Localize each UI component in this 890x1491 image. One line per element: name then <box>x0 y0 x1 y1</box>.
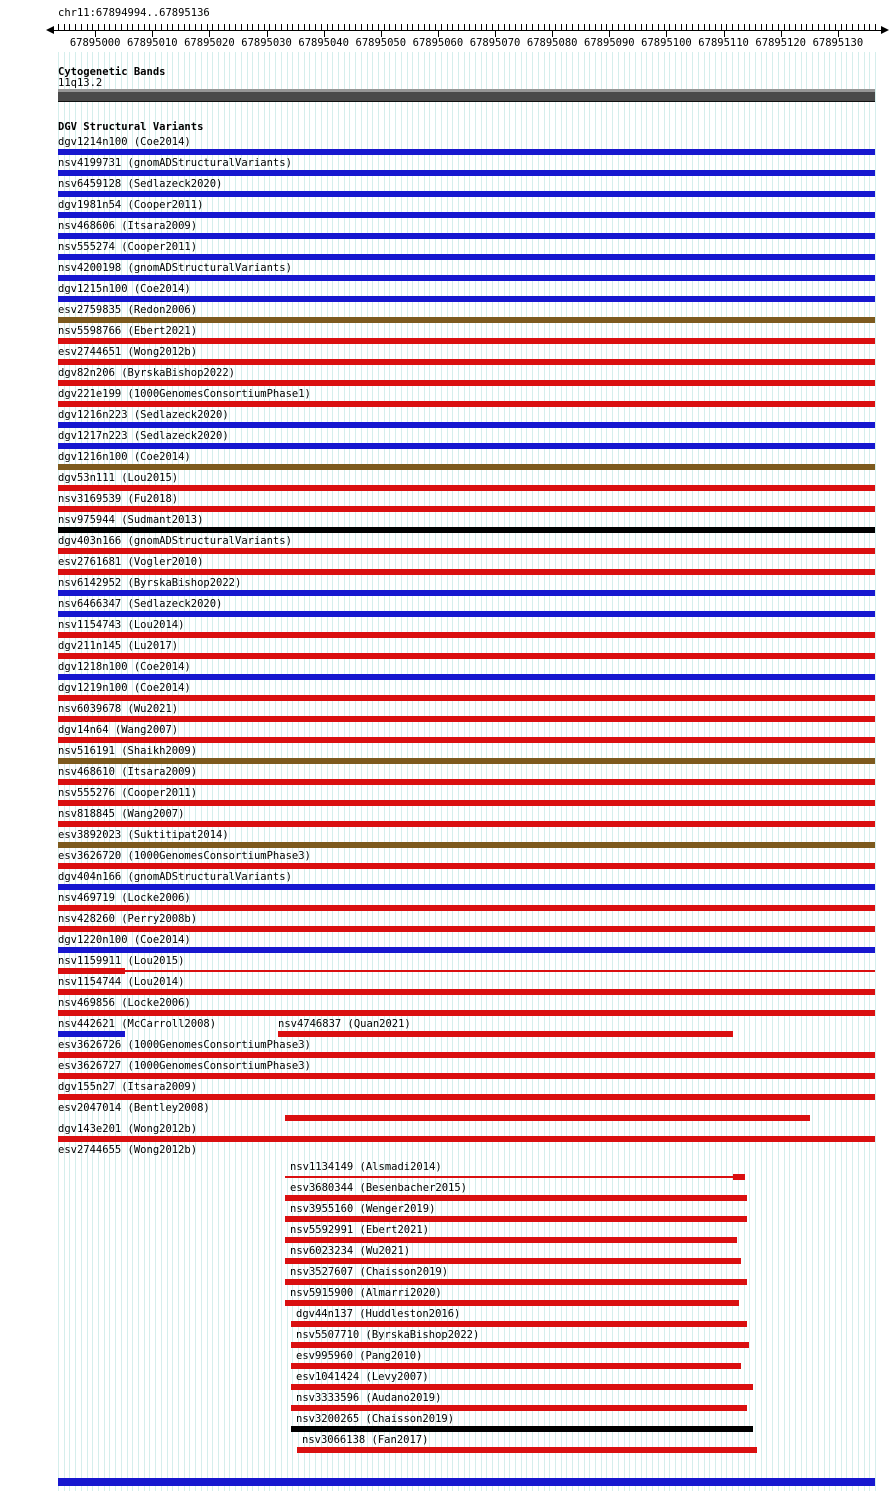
clipped-variant-bar[interactable] <box>58 1478 875 1486</box>
variant-label[interactable]: esv2759835 (Redon2006) <box>58 304 198 316</box>
variant-bar[interactable] <box>58 506 875 512</box>
ruler-tick-label: 67895070 <box>469 37 521 49</box>
variant-label[interactable]: dgv1216n100 (Coe2014) <box>58 451 191 463</box>
variant-label[interactable]: nsv1154744 (Lou2014) <box>58 976 185 988</box>
variant-bar[interactable] <box>291 1405 747 1411</box>
variant-label[interactable]: esv2744655 (Wong2012b) <box>58 1144 198 1156</box>
variant-bar[interactable] <box>58 695 875 701</box>
variant-label[interactable]: nsv3527607 (Chaisson2019) <box>290 1266 449 1278</box>
variant-label[interactable]: dgv82n206 (ByrskaBishop2022) <box>58 367 236 379</box>
variant-bar[interactable] <box>58 548 875 554</box>
variant-label[interactable]: nsv428260 (Perry2008b) <box>58 913 198 925</box>
cytogenetic-bands-title: Cytogenetic Bands <box>58 66 166 78</box>
variant-extent-line[interactable] <box>58 970 875 972</box>
variant-label[interactable]: nsv3169539 (Fu2018) <box>58 493 179 505</box>
variant-bar[interactable] <box>58 989 875 995</box>
variant-label[interactable]: nsv4199731 (gnomADStructuralVariants) <box>58 157 292 169</box>
variant-bar[interactable] <box>58 905 875 911</box>
variant-bar[interactable] <box>58 926 875 932</box>
variant-bar[interactable] <box>291 1363 741 1369</box>
variant-label[interactable]: dgv155n27 (Itsara2009) <box>58 1081 198 1093</box>
variant-bar[interactable] <box>285 1237 737 1243</box>
variant-bar[interactable] <box>58 863 875 869</box>
ruler-tick-label: 67895130 <box>812 37 864 49</box>
variant-bar[interactable] <box>291 1384 753 1390</box>
variant-label[interactable]: nsv3200265 (Chaisson2019) <box>296 1413 455 1425</box>
variant-bar[interactable] <box>285 1216 747 1222</box>
variant-bar[interactable] <box>58 422 875 428</box>
dgv-structural-variants-title: DGV Structural Variants <box>58 121 204 133</box>
ruler-tick-label: 67895000 <box>69 37 121 49</box>
variant-label[interactable]: nsv3066138 (Fan2017) <box>302 1434 429 1446</box>
variant-bar[interactable] <box>58 149 875 155</box>
ruler-tick-label: 67895010 <box>126 37 178 49</box>
variant-bar[interactable] <box>58 569 875 575</box>
variant-bar[interactable] <box>58 1136 875 1142</box>
variant-label[interactable]: dgv1220n100 (Coe2014) <box>58 934 191 946</box>
variant-label[interactable]: nsv3955160 (Wenger2019) <box>290 1203 436 1215</box>
variant-label[interactable]: nsv5915900 (Almarri2020) <box>290 1287 442 1299</box>
variant-bar[interactable] <box>58 1031 125 1037</box>
variant-bar[interactable] <box>58 212 875 218</box>
ruler-tick-label: 67895120 <box>755 37 807 49</box>
variant-bar[interactable] <box>58 884 875 890</box>
variant-label[interactable]: dgv1217n223 (Sedlazeck2020) <box>58 430 229 442</box>
variant-bar[interactable] <box>58 1073 875 1079</box>
variant-label[interactable]: nsv555274 (Cooper2011) <box>58 241 198 253</box>
variant-bar[interactable] <box>285 1195 747 1201</box>
variant-bar[interactable] <box>58 842 875 848</box>
variant-bar[interactable] <box>58 716 875 722</box>
variant-bar[interactable] <box>285 1279 747 1285</box>
ruler-tick-label: 67895030 <box>241 37 292 49</box>
variant-label[interactable]: nsv6039678 (Wu2021) <box>58 703 179 715</box>
variant-bar[interactable] <box>58 779 875 785</box>
variant-bar[interactable] <box>733 1174 745 1180</box>
variant-bar[interactable] <box>58 674 875 680</box>
variant-bar[interactable] <box>58 653 875 659</box>
variant-label[interactable]: dgv403n166 (gnomADStructuralVariants) <box>58 535 292 547</box>
variant-bar[interactable] <box>278 1031 733 1037</box>
variant-label[interactable]: esv3892023 (Suktitipat2014) <box>58 829 229 841</box>
variant-bar[interactable] <box>58 590 875 596</box>
variant-label[interactable]: dgv1215n100 (Coe2014) <box>58 283 191 295</box>
variant-label[interactable]: dgv1214n100 (Coe2014) <box>58 136 191 148</box>
variant-label[interactable]: dgv53n111 (Lou2015) <box>58 472 179 484</box>
variant-label[interactable]: esv3680344 (Besenbacher2015) <box>290 1182 468 1194</box>
ruler-tick-label: 67895100 <box>641 37 692 49</box>
variant-label[interactable]: dgv14n64 (Wang2007) <box>58 724 179 736</box>
variant-bar[interactable] <box>291 1426 753 1432</box>
variant-label[interactable]: dgv1219n100 (Coe2014) <box>58 682 191 694</box>
variant-bar[interactable] <box>58 947 875 953</box>
ruler-tick-label: 67895080 <box>526 37 578 49</box>
variant-bar[interactable] <box>58 632 875 638</box>
variant-label[interactable]: esv2744651 (Wong2012b) <box>58 346 198 358</box>
variant-bar[interactable] <box>58 380 875 386</box>
variant-bar[interactable] <box>285 1115 810 1121</box>
variant-bar[interactable] <box>58 1094 875 1100</box>
variant-label[interactable]: dgv1218n100 (Coe2014) <box>58 661 191 673</box>
variant-bar[interactable] <box>58 1010 875 1016</box>
variant-label[interactable]: esv3626726 (1000GenomesConsortiumPhase3) <box>58 1039 311 1051</box>
ruler-tick-label: 67895020 <box>184 37 235 49</box>
variant-bar[interactable] <box>58 359 875 365</box>
variant-label[interactable]: dgv221e199 (1000GenomesConsortiumPhase1) <box>58 388 311 400</box>
variant-label[interactable]: nsv4200198 (gnomADStructuralVariants) <box>58 262 292 274</box>
variant-bar[interactable] <box>58 464 875 470</box>
variant-label[interactable]: nsv5598766 (Ebert2021) <box>58 325 198 337</box>
variant-label[interactable]: nsv6142952 (ByrskaBishop2022) <box>58 577 242 589</box>
variant-bar[interactable] <box>58 527 875 533</box>
variant-label[interactable]: dgv211n145 (Lu2017) <box>58 640 179 652</box>
variant-bar[interactable] <box>58 611 875 617</box>
ruler-tick-label: 67895090 <box>584 37 635 49</box>
variant-label[interactable]: dgv1216n223 (Sedlazeck2020) <box>58 409 229 421</box>
variant-label[interactable]: nsv3333596 (Audano2019) <box>296 1392 442 1404</box>
variant-extent-line[interactable] <box>285 1176 737 1178</box>
variant-label[interactable]: dgv404n166 (gnomADStructuralVariants) <box>58 871 292 883</box>
variant-label[interactable]: nsv516191 (Shaikh2009) <box>58 745 198 757</box>
variant-label[interactable]: nsv6466347 (Sedlazeck2020) <box>58 598 223 610</box>
variant-label[interactable]: nsv4746837 (Quan2021) <box>278 1018 411 1030</box>
variant-bar[interactable] <box>58 296 875 302</box>
variant-label[interactable]: nsv469856 (Locke2006) <box>58 997 191 1009</box>
variant-bar[interactable] <box>58 191 875 197</box>
variant-label[interactable]: dgv1981n54 (Cooper2011) <box>58 199 204 211</box>
variant-label[interactable]: nsv1154743 (Lou2014) <box>58 619 185 631</box>
variant-bar[interactable] <box>58 1052 875 1058</box>
variant-label[interactable]: nsv975944 (Sudmant2013) <box>58 514 204 526</box>
variant-bar[interactable] <box>58 254 875 260</box>
variant-label[interactable]: esv3626727 (1000GenomesConsortiumPhase3) <box>58 1060 311 1072</box>
variant-label[interactable]: dgv44n137 (Huddleston2016) <box>296 1308 461 1320</box>
ruler-tick-label: 67895050 <box>355 37 407 49</box>
variant-bar[interactable] <box>58 443 875 449</box>
variant-label[interactable]: esv1041424 (Levy2007) <box>296 1371 429 1383</box>
variant-label[interactable]: esv995960 (Pang2010) <box>296 1350 423 1362</box>
variant-label[interactable]: esv2047014 (Bentley2008) <box>58 1102 210 1114</box>
variant-label[interactable]: nsv442621 (McCarroll2008) <box>58 1018 217 1030</box>
variant-bar[interactable] <box>58 758 875 764</box>
variant-label[interactable]: esv2761681 (Vogler2010) <box>58 556 204 568</box>
variant-bar[interactable] <box>58 737 875 743</box>
variant-bar[interactable] <box>58 338 875 344</box>
variant-label[interactable]: nsv555276 (Cooper2011) <box>58 787 198 799</box>
variant-label[interactable]: nsv469719 (Locke2006) <box>58 892 191 904</box>
variant-bar[interactable] <box>297 1447 757 1453</box>
variant-label[interactable]: nsv1134149 (Alsmadi2014) <box>290 1161 442 1173</box>
variant-label[interactable]: nsv818845 (Wang2007) <box>58 808 185 820</box>
variant-bar[interactable] <box>58 317 875 323</box>
variant-bar[interactable] <box>291 1342 749 1348</box>
variant-bar[interactable] <box>285 1258 741 1264</box>
variant-bar[interactable] <box>285 1300 739 1306</box>
variant-label[interactable]: nsv1159911 (Lou2015) <box>58 955 185 967</box>
ruler-tick-label: 67895060 <box>412 37 464 49</box>
variant-bar[interactable] <box>58 800 875 806</box>
region-label: chr11:67894994..67895136 <box>58 7 210 19</box>
variant-label[interactable]: nsv6459128 (Sedlazeck2020) <box>58 178 223 190</box>
variant-bar[interactable] <box>58 170 875 176</box>
ruler-tick-label: 67895110 <box>698 37 749 49</box>
variant-label[interactable]: nsv468606 (Itsara2009) <box>58 220 198 232</box>
variant-label[interactable]: nsv5507710 (ByrskaBishop2022) <box>296 1329 480 1341</box>
variant-bar[interactable] <box>58 275 875 281</box>
variant-bar[interactable] <box>58 401 875 407</box>
variant-bar[interactable] <box>291 1321 747 1327</box>
variant-bar[interactable] <box>58 821 875 827</box>
variant-label[interactable]: nsv6023234 (Wu2021) <box>290 1245 411 1257</box>
variant-label[interactable]: nsv5592991 (Ebert2021) <box>290 1224 430 1236</box>
variant-bar[interactable] <box>58 233 875 239</box>
variant-label[interactable]: dgv143e201 (Wong2012b) <box>58 1123 198 1135</box>
variant-label[interactable]: nsv468610 (Itsara2009) <box>58 766 198 778</box>
variant-bar[interactable] <box>58 485 875 491</box>
variant-label[interactable]: esv3626720 (1000GenomesConsortiumPhase3) <box>58 850 311 862</box>
cytoband-label: 11q13.2 <box>58 77 103 89</box>
ruler-tick-label: 67895040 <box>298 37 349 49</box>
